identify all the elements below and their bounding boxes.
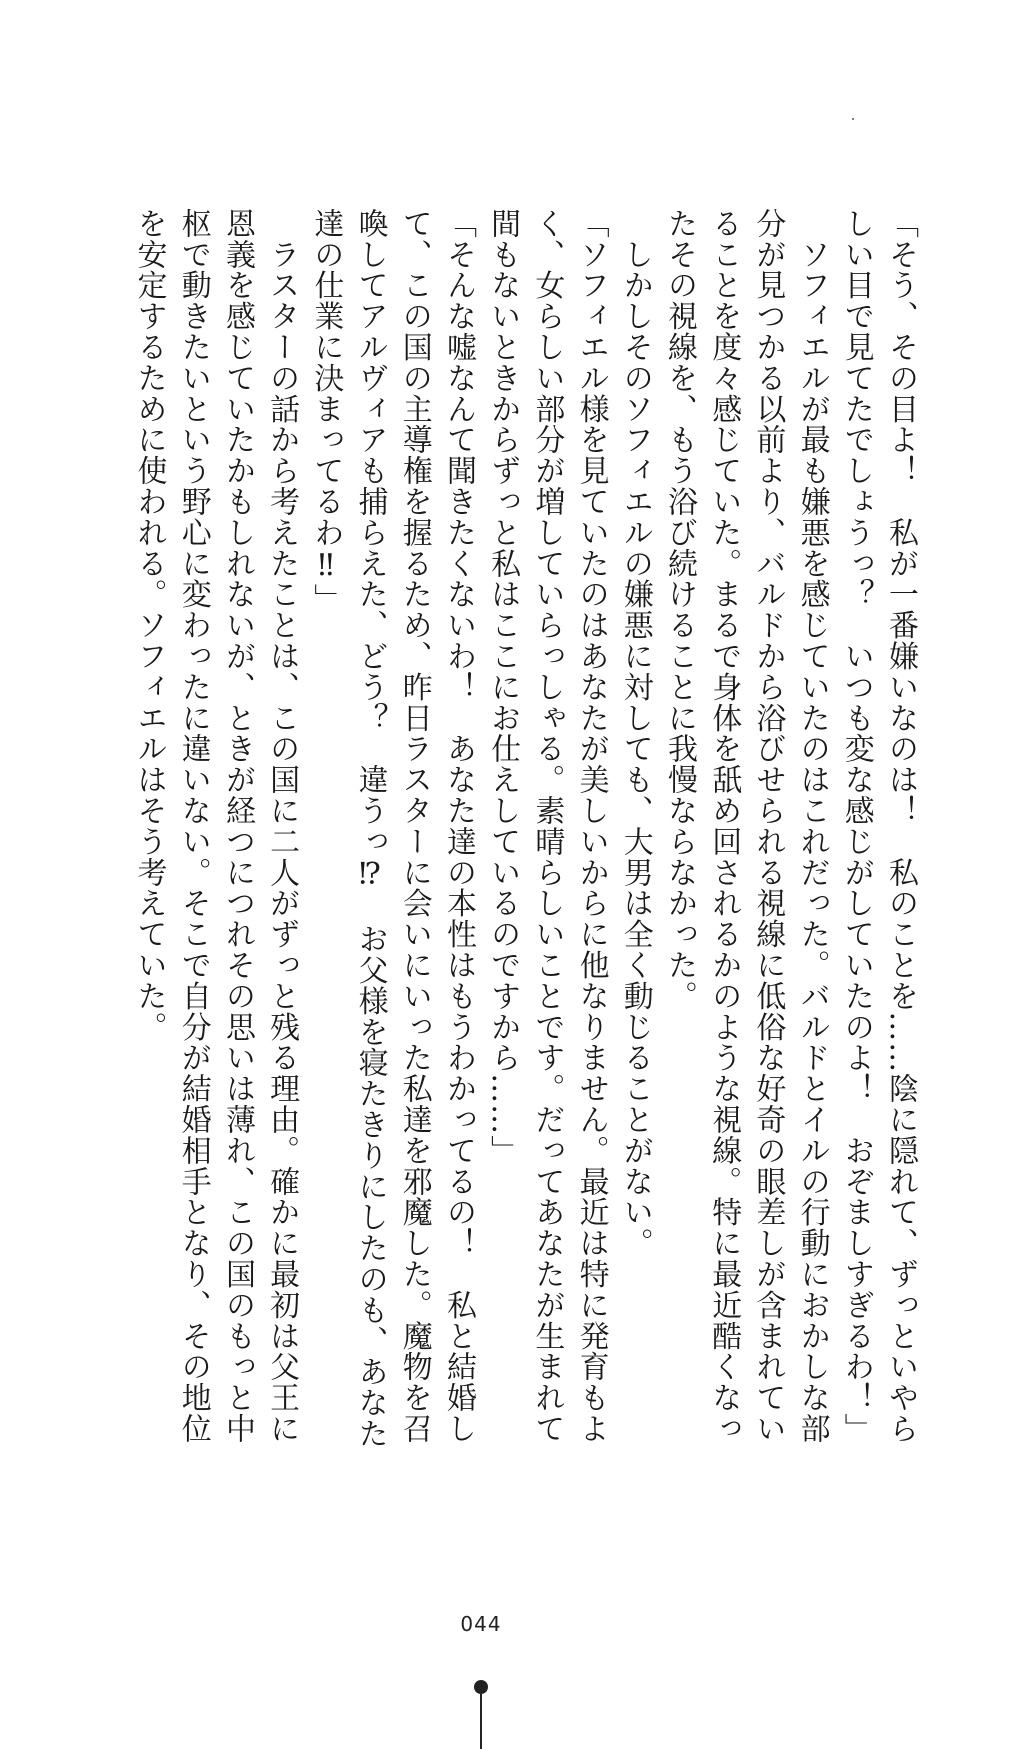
text-line: 喚してアルヴィアも捕らえた、どう？ 違うっ⁉ お父様を寝たきりにしたのも、あなた <box>352 208 388 1449</box>
print-speck <box>852 118 854 120</box>
text-line: ることを度々感じていた。まるで身体を舐め回されるかのような視線。特に最近酷くなっ <box>706 208 742 1444</box>
text-line: 達の仕業に決まってるわ‼」 <box>308 208 344 615</box>
text-line: 恩義を感じていたかもしれないが、ときが経つにつれその思いは薄れ、この国のもっと中 <box>219 208 255 1444</box>
text-line: て、この国の主導権を握るため、昨日ラスターに会いにいった私達を邪魔した。魔物を召 <box>396 208 432 1444</box>
text-line: しかしそのソフィエルの嫌悪に対しても、大男は全く動じることがない。 <box>617 208 653 1259</box>
text-line: 「そんな嘘なんて聞きたくないわ！ あなた達の本性はもうわかってるの！ 私と結婚し <box>440 208 476 1444</box>
folio-line-ornament <box>480 1694 482 1749</box>
text-line: 間もないときからずっと私はここにお仕えしているのですから……」 <box>485 208 521 1166</box>
text-line: 分が見つかる以前より、バルドから浴びせられる視線に低俗な好奇の眼差しが含まれてい <box>750 208 786 1444</box>
text-line: 「そう、その目よ！ 私が一番嫌いなのは！ 私のことを……陰に隠れて、ずっといやら <box>883 208 918 1444</box>
text-line: く、女らしい部分が増していらっしゃる。素晴らしいことです。だってあなたが生まれて <box>529 208 565 1444</box>
text-line: ラスターの話から考えたことは、この国に二人がずっと残る理由。確かに最初は父王に <box>264 208 300 1444</box>
vertical-body-text <box>92 208 922 1449</box>
text-line: 「ソフィエル様を見ていたのはあなたが美しいからに他なりません。最近は特に発育もよ <box>573 208 609 1444</box>
text-line: を安定するために使われる。ソフィエルはそう考えていた。 <box>131 208 167 1043</box>
text-line: しい目で見てたでしょうっ？ いつも変な感じがしていたのよ！ おぞましすぎるわ！」 <box>838 208 874 1444</box>
text-line: 枢で動きたいという野心に変わったに違いない。そこで自分が結婚相手となり、その地位 <box>175 208 211 1444</box>
page-number: 044 <box>460 1612 502 1636</box>
text-line: ソフィエルが最も嫌悪を感じていたのはこれだった。バルドとイルの行動におかしな部 <box>794 208 830 1444</box>
folio-dot-ornament <box>474 1680 488 1694</box>
text-line: たその視線を、もう浴び続けることに我慢ならなかった。 <box>661 208 697 1012</box>
